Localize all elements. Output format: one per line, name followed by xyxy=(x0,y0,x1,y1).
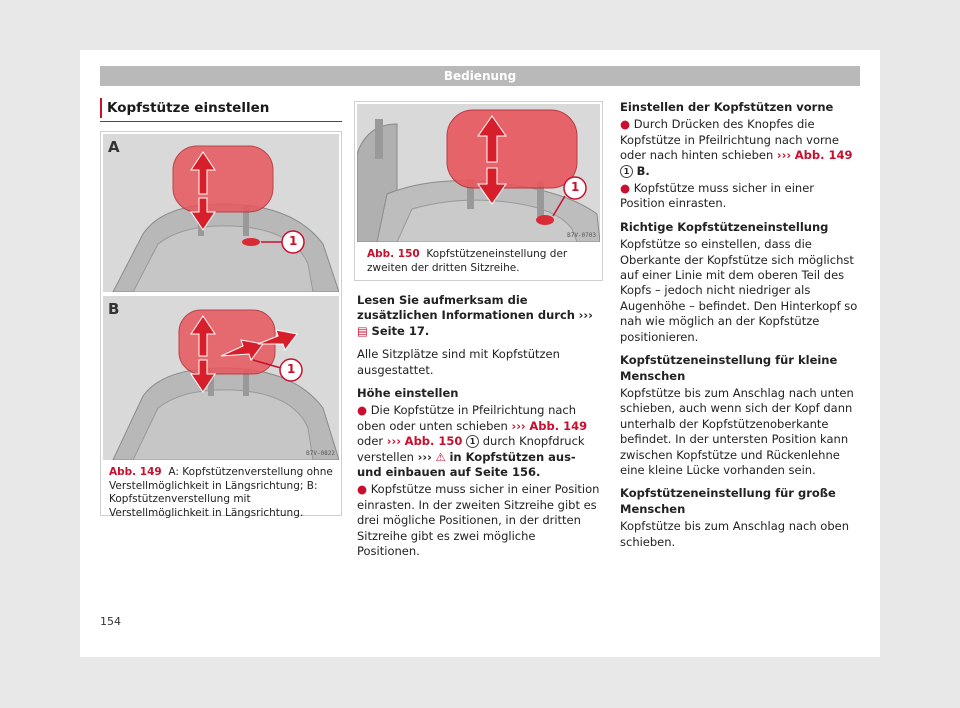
circle-number-icon: 1 xyxy=(466,435,479,448)
headrest-illustration-third-row xyxy=(357,104,600,242)
warning-icon: ⚠ xyxy=(435,449,446,464)
callout-1-a: 1 xyxy=(289,234,298,248)
para-richtige: Kopfstütze so einstellen, dass die Oberkante der Kopfstütze sich möglichst auf einer Linie mit dem oberen Teil des Kopfs – jedoch nicht niedriger als Augenhöhe – befindet. Den Hinterkopf so nah wie möglich an der Kopfstütze positionieren. xyxy=(620,237,858,344)
subhead-richtige: Richtige Kopfstützeneinstellung xyxy=(620,219,829,234)
circle-number-icon: 1 xyxy=(620,165,633,178)
book-icon: ▤ xyxy=(357,323,368,338)
title-rule xyxy=(100,121,342,122)
figure-150 xyxy=(354,101,603,281)
figure-149-panel-b xyxy=(103,296,339,460)
headrest-illustration-a xyxy=(103,134,339,292)
bullet-icon: ● xyxy=(357,403,368,418)
bullet-vorne-2: ● Kopfstütze muss sicher in einer Position einrasten. xyxy=(620,181,815,211)
section-header: Bedienung xyxy=(100,66,860,86)
bullet-hoehe-1: ● Die Kopfstütze in Pfeilrichtung nach oben oder unten schieben ››› Abb. 149 oder ››› Abb. 150 1 durch Knopfdruck verstellen ››› ⚠ in Kopfstützen aus- und einbauen auf Seite 156. xyxy=(357,403,588,480)
warning-ref[interactable]: in Kopfstützen aus- und einbauen auf Seite 156 xyxy=(357,449,576,480)
section-title: Kopfstütze einstellen xyxy=(100,98,349,118)
para-gross: Kopfstütze bis zum Anschlag nach oben schieben. xyxy=(620,519,850,549)
para-klein: Kopfstütze bis zum Anschlag nach unten schieben, auch wenn sich der Kopf dann unterhalb der Kopfstützenoberkante befindet. In der untersten Position kann zwischen Kopfstütze und Rückenlehne eine kleine Lücke vorhanden sein. xyxy=(620,385,854,477)
subhead-hoehe: Höhe einstellen xyxy=(357,386,459,401)
image-code: B7V-0822 xyxy=(306,450,335,457)
right-text xyxy=(620,100,860,558)
caption-text-150: Kopfstützeneinstellung der zweiten der dritten Sitzreihe. xyxy=(367,248,568,274)
panel-letter-a: A xyxy=(108,138,120,156)
bullet-icon: ● xyxy=(620,117,631,132)
figure-149 xyxy=(100,131,342,519)
bullet-icon: ● xyxy=(620,181,631,196)
intro-paragraph: Lesen Sie aufmerksam die zusätzlichen Informationen durch ››› ▤ Seite 17. xyxy=(357,293,593,338)
subhead-vorne: Einstellen der Kopfstützen vorne xyxy=(620,100,834,114)
figure-150-image xyxy=(357,104,600,242)
ref-abb149[interactable]: Abb. 149 xyxy=(529,418,588,433)
intro-bold: Lesen Sie aufmerksam die zusätzlichen Informationen durch xyxy=(357,293,575,323)
bullet-icon: ● xyxy=(357,482,368,497)
middle-text xyxy=(357,293,600,568)
caption-number: Abb. 149 xyxy=(109,466,162,478)
figure-149-panel-a xyxy=(103,134,339,292)
ref-abb149-right[interactable]: Abb. 149 xyxy=(794,148,853,163)
figure-149-caption xyxy=(109,466,335,520)
ref-abb150[interactable]: Abb. 150 xyxy=(404,434,463,449)
bullet-hoehe-2: ● Kopfstütze muss sicher in einer Position einrasten. In der zweiten Sitzreihe gibt es drei mögliche Positionen, in der dritten Sitzreihe gibt es zwei mögliche Positionen. xyxy=(357,482,600,559)
caption-number-150: Abb. 150 xyxy=(367,248,420,260)
subhead-klein: Kopfstützeneinstellung für kleine Menschen xyxy=(620,353,838,383)
intro-arrows: ››› xyxy=(578,308,593,323)
callout-1-fig150: 1 xyxy=(571,180,580,194)
bullet-vorne-1: ● Durch Drücken des Knopfes die Kopfstütze in Pfeilrichtung nach vorne oder nach hinten schieben ››› Abb. 149 1 B. xyxy=(620,117,853,178)
image-code-150: B7V-0703 xyxy=(567,232,596,239)
figure-150-caption xyxy=(367,248,595,275)
caption-text: A: Kopfstützenverstellung ohne Verstellmöglichkeit in Längsrichtung; B: Kopfstützenverstellung mit Verstellmöglichkeit in Längsrichtung. xyxy=(109,466,333,519)
page-number: 154 xyxy=(100,615,121,628)
callout-1-b: 1 xyxy=(287,362,296,376)
subhead-gross: Kopfstützeneinstellung für große Menschen xyxy=(620,486,836,516)
headrest-illustration-b xyxy=(103,296,339,460)
panel-letter-b: B xyxy=(108,300,120,318)
para-seats: Alle Sitzplätze sind mit Kopfstützen ausgestattet. xyxy=(357,347,560,377)
intro-ref[interactable]: Seite 17 xyxy=(371,323,425,338)
